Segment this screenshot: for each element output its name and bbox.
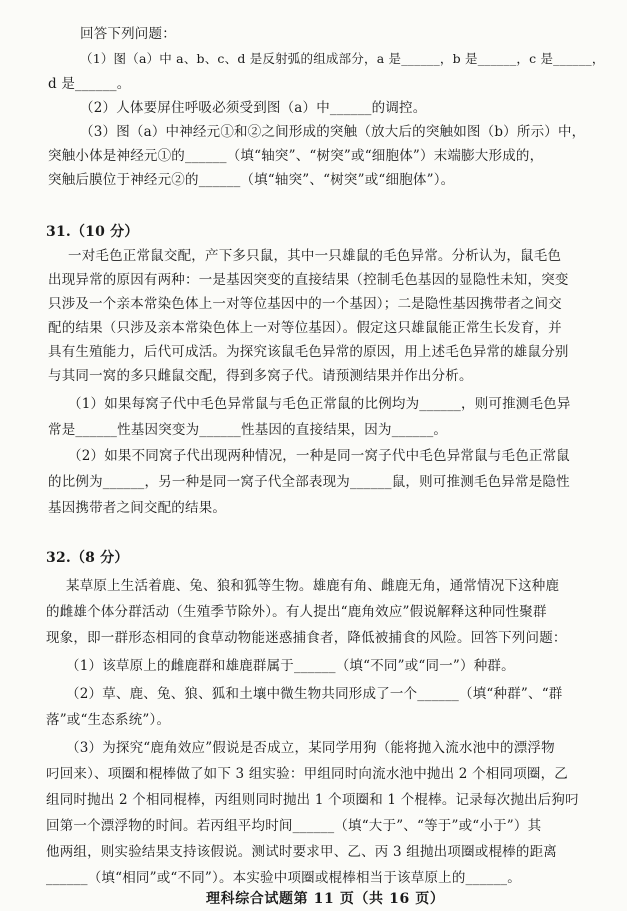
q32-line: 的雌雄个体分群活动（生殖季节除外）。有人提出“鹿角效应”假说解释这种同性聚群 — [46, 604, 547, 620]
q30-part3-line2: 突触小体是神经元①的______（填“轴突”、“树突”或“细胞体”）末端膨大形成的， — [48, 148, 544, 164]
q30-part1-line1: （1）图（a）中 a、b、c、d 是反射弧的组成部分，a 是______，b 是______，c 是______， — [80, 51, 605, 66]
q30-part3-line1: （3）图（a）中神经元①和②之间形成的突触（放大后的突触如图（b）所示）中， — [80, 124, 586, 140]
q32-heading: 32.（8 分） — [46, 550, 129, 566]
q30-part1-line2: d 是______。 — [48, 76, 131, 92]
q32-line: 现象，即一群形态相同的食草动物能迷惑捕食者，降低被捕食的风险。回答下列问题： — [46, 630, 567, 646]
q31-line: 配的结果（只涉及亲本常染色体上一对等位基因）。假定这只雄鼠能正常生长发育，并 — [48, 320, 562, 336]
q31-line: 具有生殖能力，后代可成活。为探究该鼠毛色异常的原因，用上述毛色异常的雄鼠分别 — [48, 344, 569, 360]
q32-line: （1）该草原上的雌鹿群和雄鹿群属于______（填“不同”或“同一”）种群。 — [66, 658, 515, 674]
q31-line: 只涉及一个亲本常染色体上一对等位基因中的一个基因）；二是隐性基因携带者之间交 — [48, 296, 562, 312]
q32-line: （3）为探究“鹿角效应”假说是否成立，某同学用狗（能将抛入流水池中的漂浮物 — [66, 740, 555, 756]
q31-line: 的比例为______，另一种是同一窝子代全部表现为______鼠，则可推测毛色异常是隐性 — [48, 474, 570, 490]
q32-line: 某草原上生活着鹿、兔、狼和狐等生物。雄鹿有角、雌鹿无角，通常情况下这种鹿 — [66, 578, 560, 594]
q30-part3-line3: 突触后膜位于神经元②的______（填“轴突”、“树突”或“细胞体”）。 — [48, 172, 455, 188]
q32-line: 叼回来）、项圈和棍棒做了如下 3 组实验：甲组同时向流水池中抛出 2 个相同项圈，乙 — [46, 766, 568, 782]
q32-line: 回第一个漂浮物的时间。若丙组平均时间______（填“大于”、“等于”或“小于”）其 — [46, 818, 542, 834]
q31-line: 与其同一窝的多只雌鼠交配，得到多窝子代。请预测结果并作出分析。 — [48, 368, 473, 384]
q31-line: （2）如果不同窝子代出现两种情况，一种是同一窝子代中毛色异常鼠与毛色正常鼠 — [68, 448, 570, 464]
q31-line: （1）如果每窝子代中毛色异常鼠与毛色正常鼠的比例均为______，则可推测毛色异 — [68, 396, 571, 412]
q31-line: 出现异常的原因有两种：一是基因突变的直接结果（控制毛色基因的显隐性未知，突变 — [48, 272, 569, 288]
q31-heading: 31.（10 分） — [46, 224, 139, 240]
q32-line: ______（填“相同”或“不同”）。本实验中项圈或棍棒相当于该草原上的______。 — [46, 870, 521, 886]
q32-line: （2）草、鹿、兔、狼、狐和土壤中微生物共同形成了一个______（填“种群”、“群 — [66, 686, 563, 702]
q32-line: 他两组，则实验结果支持该假说。测试时要求甲、乙、丙 3 组抛出项圈或棍棒的距离 — [46, 844, 557, 860]
q32-line: 落”或“生态系统”）。 — [46, 712, 171, 728]
q31-line: 一对毛色正常鼠交配，产下多只鼠，其中一只雄鼠的毛色异常。分析认为，鼠毛色 — [68, 248, 562, 264]
q30-intro: 回答下列问题： — [80, 26, 176, 42]
q30-part2: （2）人体要屏住呼吸必须受到图（a）中______的调控。 — [80, 100, 427, 116]
q32-line: 组同时抛出 2 个相同棍棒，丙组则同时抛出 1 个项圈和 1 个棍棒。记录每次抛出后狗叼 — [46, 792, 579, 808]
q31-line: 基因携带者之间交配的结果。 — [48, 500, 227, 516]
page-footer: 理科综合试题第 11 页（共 16 页） — [206, 891, 445, 907]
q31-line: 常是______性基因突变为______性基因的直接结果，因为______。 — [48, 422, 448, 438]
